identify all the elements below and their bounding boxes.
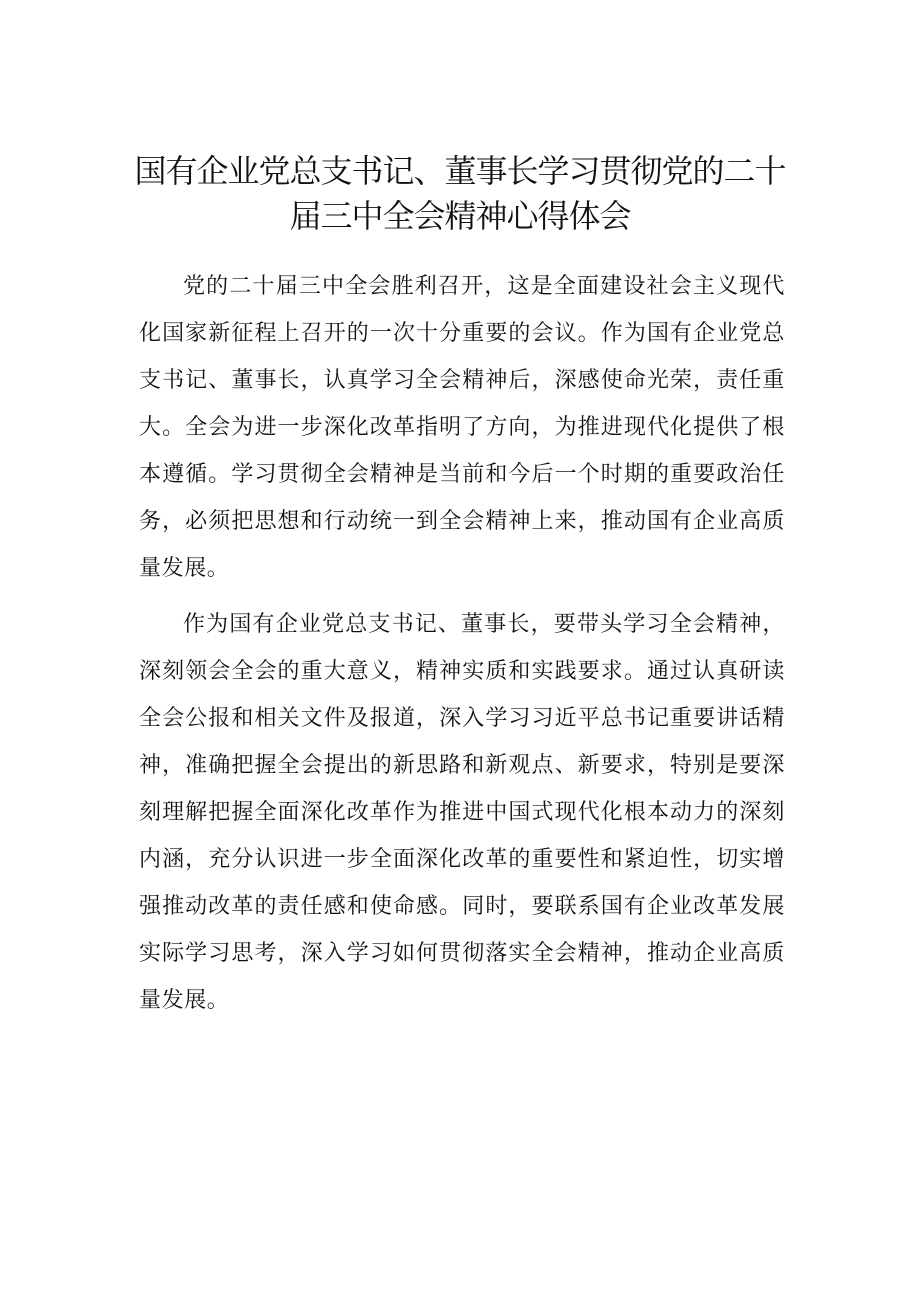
body-paragraph-2: 作为国有企业党总支书记、董事长，要带头学习全会精神，深刻领会全会的重大意义，精神实质和实践要求。通过认真研读全会公报和相关文件及报道，深入学习习近平总书记重要讲话精神，准确把握全会提出的新思路和新观点、新要求，特别是要深刻理解把握全面深化改革作为推进中国式现代化根本动力的深刻内涵，充分认识进一步全面深化改革的重要性和紧迫性，切实增强推动改革的责任感和使命感。同时，要联系国有企业改革发展实际学习思考，深入学习如何贯彻落实全会精神，推动企业高质量发展。 [139,612,785,1013]
body-paragraph-1: 党的二十届三中全会胜利召开，这是全面建设社会主义现代化国家新征程上召开的一次十分重要的会议。作为国有企业党总支书记、董事长，认真学习全会精神后，深感使命光荣，责任重大。全会为进一步深化改革指明了方向，为推进现代化提供了根本遵循。学习贯彻全会精神是当前和今后一个时期的重要政治任务，必须把思想和行动统一到全会精神上来，推动国有企业高质量发展。 [139,274,785,581]
document-title-line-2: 届三中全会精神心得体会 [289,197,631,235]
document-title-line-1: 国有企业党总支书记、董事长学习贯彻党的二十 [134,152,786,190]
